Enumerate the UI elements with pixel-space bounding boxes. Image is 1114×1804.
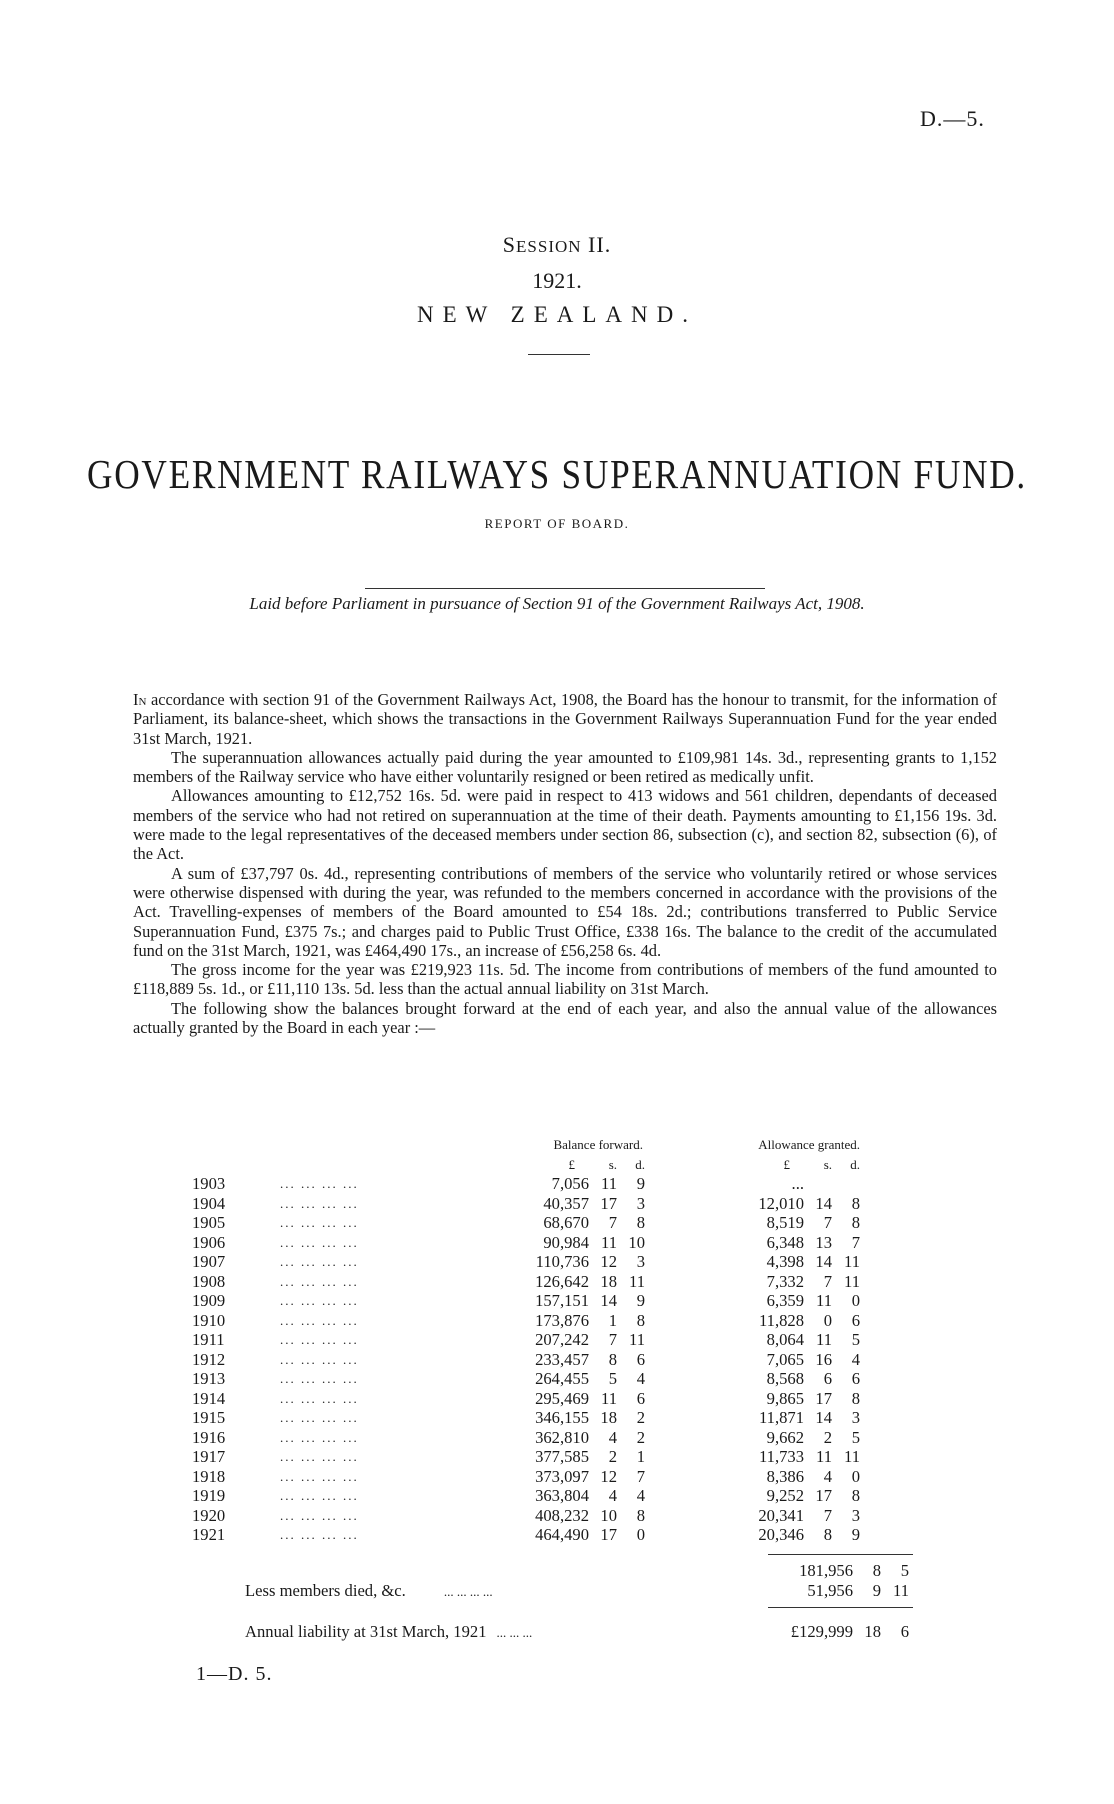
balance-pounds: 373,097: [535, 1466, 589, 1486]
balance-pounds: 377,585: [535, 1447, 589, 1466]
allowance-shillings: 11: [816, 1447, 832, 1466]
less-members-label: [245, 1581, 493, 1601]
leader-dots: ... ... ... ...: [280, 1351, 359, 1367]
leader-dots: ... ... ... ...: [280, 1254, 359, 1269]
balance-pence: 8: [636, 1310, 645, 1330]
less-pence: 11: [893, 1581, 909, 1600]
year-cell: 1921: [192, 1525, 226, 1544]
spacer: [645, 1233, 705, 1253]
allowance-shillings: 17: [815, 1388, 832, 1408]
session-initial: S: [502, 232, 517, 257]
balance-pounds: 363,804: [535, 1486, 589, 1505]
spacer: [645, 1272, 705, 1292]
balance-pounds: 157,151: [535, 1291, 589, 1310]
annual-pounds: £129,999: [790, 1622, 853, 1641]
allowance-shillings: 16: [815, 1349, 832, 1369]
table-row: [192, 1233, 860, 1253]
unit-shillings: s.: [823, 1156, 832, 1172]
allowance-pounds: 8,064: [766, 1330, 804, 1349]
balance-shillings: 1: [608, 1310, 617, 1330]
balance-pounds: 295,469: [535, 1388, 589, 1408]
spacer: [645, 1194, 705, 1214]
allowance-pence: 8: [851, 1213, 860, 1232]
allowance-pence: 11: [844, 1271, 860, 1291]
table-row: [192, 1467, 860, 1487]
allowance-shillings: 14: [815, 1252, 832, 1271]
allowance-pence: [832, 1174, 860, 1194]
balance-shillings: 4: [608, 1486, 617, 1505]
year-cell: 1915: [192, 1408, 226, 1427]
spacer: [645, 1428, 705, 1448]
table-row: [192, 1174, 860, 1194]
balance-shillings: 5: [608, 1369, 617, 1388]
year-cell: 1919: [192, 1486, 226, 1505]
balance-pence: 7: [636, 1466, 645, 1486]
annual-pence: 6: [900, 1622, 909, 1641]
report-body: [133, 690, 997, 1037]
allowance-pounds: 7,065: [766, 1349, 804, 1369]
allowance-shillings: 8: [823, 1525, 832, 1544]
paragraph: Allowances amounting to £12,752 16s. 5d. were paid in respect to 413 widows and 561 children, dependants of deceased members of the service who had not retired on superannuation at the time of their death. Payments amounting to £1,156 19s. 3d. were made to the legal representatives of the deceased members under section 86, subsection (c), and section 82, subsection (6), of the Act.: [133, 786, 997, 864]
page-footer: 1—D. 5.: [196, 1663, 273, 1685]
allowance-shillings: 13: [815, 1232, 832, 1252]
leader-dots: ... ... ... ...: [280, 1195, 359, 1211]
divider-rule: [528, 354, 590, 355]
allowance-pence: 4: [851, 1349, 860, 1369]
allowance-pounds: 9,865: [766, 1388, 804, 1408]
balance-pence: 10: [628, 1232, 645, 1252]
less-members-amount: [768, 1581, 913, 1601]
paragraph: The superannuation allowances actually paid during the year amounted to £109,981 14s. 3d., representing grants to 1,152 members of the Railway service who have either voluntarily resigned or been retired as medically unfit.: [133, 747, 997, 787]
table-row: [192, 1486, 860, 1506]
year-cell: 1912: [192, 1349, 226, 1369]
year-cell: 1917: [192, 1447, 226, 1466]
total-allowances: [768, 1561, 913, 1581]
balance-pounds: 362,810: [535, 1427, 589, 1447]
table-units-row: [192, 1155, 860, 1175]
balance-shillings: 4: [608, 1427, 617, 1447]
session-year: 1921.: [532, 268, 582, 293]
table-row: [192, 1447, 860, 1467]
leader-dots: ... ... ...: [496, 1625, 533, 1640]
table-row: [192, 1194, 860, 1214]
balance-pounds: 207,242: [535, 1330, 589, 1349]
allowance-pence: 11: [844, 1252, 860, 1271]
unit-pounds: £: [568, 1156, 575, 1172]
leader-dots: ... ... ... ...: [280, 1507, 359, 1523]
allowance-pounds: 20,346: [758, 1525, 804, 1544]
balance-shillings: 18: [600, 1408, 617, 1427]
opening-word: In: [133, 690, 147, 709]
allowance-pounds: 20,341: [758, 1505, 804, 1525]
leader-dots: ... ... ... ...: [280, 1176, 359, 1191]
leader-dots: ... ... ... ...: [443, 1584, 493, 1599]
balance-pounds: 68,670: [543, 1213, 589, 1232]
allowance-pence: 0: [851, 1466, 860, 1486]
allowance-pence: 8: [851, 1193, 860, 1213]
leader-dots: ... ... ... ...: [280, 1429, 359, 1445]
unit-pounds: £: [783, 1156, 790, 1172]
allowance-pounds: 12,010: [758, 1193, 804, 1213]
allowance-pounds: 8,386: [766, 1466, 804, 1486]
allowance-pounds: ...: [791, 1174, 804, 1193]
balance-pence: 9: [636, 1174, 645, 1193]
allowance-pounds: 11,871: [758, 1408, 804, 1427]
table-row: [192, 1369, 860, 1389]
allowance-shillings: [804, 1174, 832, 1194]
leader-dots: ... ... ... ...: [280, 1273, 359, 1289]
balance-pence: 8: [636, 1213, 645, 1232]
allowance-shillings: 14: [815, 1408, 832, 1427]
session-word: ESSION: [516, 237, 582, 256]
balance-shillings: 2: [608, 1447, 617, 1466]
paragraph: A sum of £37,797 0s. 4d., representing contributions of members of the service who voluntarily retired or whose services were otherwise dispensed with during the year, was refunded to the members concerned in accordance with the provisions of the Act. Travelling-expenses of members of the Board amounted to £54 18s. 2d.; contributions transferred to Public Service Superannuation Fund, £375 7s.; and charges paid to Public Trust Office, £338 16s. The balance to the credit of the accumulated fund on the 31st March, 1921, was £464,490 17s., an increase of £56,258 6s. 4d.: [133, 863, 997, 960]
allowance-pounds: 11,828: [758, 1310, 804, 1330]
annual-shillings: 18: [864, 1622, 881, 1641]
allowance-shillings: 2: [823, 1427, 832, 1447]
table-header-row: [192, 1135, 860, 1155]
allowance-shillings: 0: [823, 1310, 832, 1330]
leader-dots: ... ... ... ...: [280, 1410, 359, 1425]
laid-before-notice: Laid before Parliament in pursuance of Section 91 of the Government Railways Act, 1908.: [249, 594, 865, 613]
balance-shillings: 11: [601, 1174, 617, 1193]
page-reference: D.—5.: [920, 106, 985, 131]
balance-pounds: 346,155: [535, 1408, 589, 1427]
allowance-pounds: 6,359: [766, 1291, 804, 1310]
unit-shillings: s.: [608, 1156, 617, 1172]
balance-shillings: 18: [600, 1271, 617, 1291]
allowance-pounds: 6,348: [766, 1232, 804, 1252]
total-shillings: 8: [872, 1561, 881, 1580]
allowance-pounds: 7,332: [766, 1271, 804, 1291]
table-row: [192, 1408, 860, 1428]
allowance-shillings: 7: [823, 1213, 832, 1232]
balance-shillings: 11: [601, 1232, 617, 1252]
document-subtitle: REPORT OF BOARD.: [484, 516, 630, 531]
country-heading: NEW ZEALAND.: [416, 302, 698, 327]
balance-shillings: 10: [600, 1505, 617, 1525]
balance-shillings: 7: [608, 1213, 617, 1232]
leader-dots: ... ... ... ...: [280, 1390, 359, 1406]
spacer: [645, 1311, 705, 1331]
balance-pence: 4: [636, 1486, 645, 1505]
spacer: [645, 1213, 705, 1233]
balance-pounds: 233,457: [535, 1349, 589, 1369]
year-cell: 1916: [192, 1427, 226, 1447]
unit-pence: d.: [850, 1156, 860, 1172]
balance-pence: 2: [636, 1408, 645, 1427]
year-cell: 1907: [192, 1252, 226, 1271]
balance-pence: 8: [636, 1505, 645, 1525]
year-cell: 1910: [192, 1310, 226, 1330]
balance-pounds: 7,056: [551, 1174, 589, 1193]
balance-pence: 0: [636, 1525, 645, 1544]
less-shillings: 9: [872, 1581, 881, 1600]
table-row: [192, 1428, 860, 1448]
balance-forward-header: Balance forward.: [553, 1137, 643, 1152]
annual-label-text: Annual liability at 31st March, 1921: [245, 1622, 487, 1641]
balance-pounds: 264,455: [535, 1369, 589, 1388]
balance-pence: 1: [636, 1447, 645, 1466]
spacer: [645, 1447, 705, 1467]
allowance-shillings: 11: [816, 1330, 832, 1349]
sum-rule: [768, 1607, 913, 1608]
allowance-shillings: 7: [823, 1505, 832, 1525]
allowance-pence: 3: [851, 1408, 860, 1427]
year-cell: 1904: [192, 1193, 226, 1213]
allowance-pence: 6: [851, 1310, 860, 1330]
document-title: GOVERNMENT RAILWAYS SUPERANNUATION FUND.: [87, 451, 1027, 497]
spacer: [645, 1506, 705, 1526]
allowance-pence: 6: [851, 1369, 860, 1388]
table-row: [192, 1350, 860, 1370]
balance-pence: 6: [636, 1388, 645, 1408]
paragraph: The following show the balances brought forward at the end of each year, and also the annual value of the allowances actually granted by the Board in each year :—: [133, 998, 997, 1038]
allowance-shillings: 17: [815, 1486, 832, 1505]
allowance-granted-header: Allowance granted.: [758, 1137, 860, 1152]
balance-pence: 4: [636, 1369, 645, 1388]
less-pounds: 51,956: [807, 1581, 853, 1600]
balance-pounds: 408,232: [535, 1505, 589, 1525]
allowance-shillings: 14: [815, 1193, 832, 1213]
balance-shillings: 12: [600, 1466, 617, 1486]
spacer: [645, 1486, 705, 1506]
balance-pence: 3: [636, 1252, 645, 1271]
paragraph: The gross income for the year was £219,923 11s. 5d. The income from contributions of members of the fund amounted to £118,889 5s. 1d., or £11,110 13s. 5d. less than the actual annual liability on 31st March.: [133, 960, 997, 999]
table-row: [192, 1272, 860, 1292]
allowance-pence: 3: [851, 1505, 860, 1525]
session-heading: [0, 232, 1114, 258]
balance-pounds: 40,357: [543, 1193, 589, 1213]
year-cell: 1911: [192, 1330, 225, 1349]
balance-shillings: 14: [600, 1291, 617, 1310]
spacer: [645, 1408, 705, 1428]
year-cell: 1906: [192, 1232, 226, 1252]
allowance-pence: 8: [851, 1388, 860, 1408]
balance-pence: 11: [629, 1330, 645, 1349]
allowance-pounds: 8,519: [766, 1213, 804, 1232]
spacer: [645, 1389, 705, 1409]
leader-dots: ... ... ... ...: [280, 1488, 359, 1503]
balance-pounds: 90,984: [543, 1232, 589, 1252]
leader-dots: ... ... ... ...: [280, 1234, 359, 1250]
year-cell: 1914: [192, 1388, 226, 1408]
year-cell: 1908: [192, 1271, 226, 1291]
spacer: [645, 1174, 705, 1194]
leader-dots: ... ... ... ...: [280, 1293, 359, 1308]
leader-dots: ... ... ... ...: [280, 1527, 359, 1542]
sum-rule: [768, 1554, 913, 1555]
balance-pence: 9: [636, 1291, 645, 1310]
balance-shillings: 7: [608, 1330, 617, 1349]
year-cell: 1913: [192, 1369, 226, 1388]
leader-dots: ... ... ... ...: [280, 1312, 359, 1328]
balance-shillings: 8: [608, 1349, 617, 1369]
spacer: [645, 1291, 705, 1311]
year-cell: 1920: [192, 1505, 226, 1525]
allowance-pence: 5: [851, 1330, 860, 1349]
balance-shillings: 17: [600, 1525, 617, 1544]
total-pence: 5: [900, 1561, 909, 1580]
leader-dots: ... ... ... ...: [280, 1371, 359, 1386]
allowance-pounds: 8,568: [766, 1369, 804, 1388]
paragraph: [133, 690, 997, 748]
balances-table: [192, 1135, 860, 1545]
balance-pounds: 110,736: [535, 1252, 589, 1271]
allowance-pounds: 11,733: [758, 1447, 804, 1466]
table-row: [192, 1330, 860, 1350]
leader-dots: ... ... ... ...: [280, 1468, 359, 1484]
allowance-shillings: 7: [823, 1271, 832, 1291]
spacer: [645, 1525, 705, 1545]
table-row: [192, 1525, 860, 1545]
balance-pounds: 126,642: [535, 1271, 589, 1291]
leader-dots: ... ... ... ...: [280, 1215, 359, 1230]
spacer: [645, 1252, 705, 1272]
leader-dots: ... ... ... ...: [280, 1332, 359, 1347]
balance-shillings: 12: [600, 1252, 617, 1271]
allowance-pence: 7: [851, 1232, 860, 1252]
year-cell: 1909: [192, 1291, 226, 1310]
year-cell: 1918: [192, 1466, 226, 1486]
allowance-shillings: 4: [823, 1466, 832, 1486]
allowance-pounds: 9,662: [766, 1427, 804, 1447]
balance-pence: 6: [636, 1349, 645, 1369]
session-number: II.: [581, 232, 612, 257]
year-cell: 1905: [192, 1213, 226, 1232]
spacer: [645, 1330, 705, 1350]
unit-pence: d.: [635, 1156, 645, 1172]
annual-liability-label: [245, 1622, 532, 1642]
allowance-pence: 9: [851, 1525, 860, 1544]
spacer: [645, 1369, 705, 1389]
allowance-pence: 11: [844, 1447, 860, 1466]
balance-shillings: 17: [600, 1193, 617, 1213]
table-row: [192, 1311, 860, 1331]
allowance-pounds: 4,398: [766, 1252, 804, 1271]
balance-pence: 2: [636, 1427, 645, 1447]
spacer: [645, 1350, 705, 1370]
allowance-pence: 0: [851, 1291, 860, 1310]
balance-pounds: 464,490: [535, 1525, 589, 1544]
table-row: [192, 1389, 860, 1409]
total-pounds: 181,956: [799, 1561, 853, 1580]
balance-pence: 11: [629, 1271, 645, 1291]
balance-shillings: 11: [601, 1388, 617, 1408]
table-row: [192, 1291, 860, 1311]
leader-dots: ... ... ... ...: [280, 1449, 359, 1464]
balance-pounds: 173,876: [535, 1310, 589, 1330]
allowance-shillings: 11: [816, 1291, 832, 1310]
divider-rule: [365, 588, 765, 589]
year-cell: 1903: [192, 1174, 226, 1193]
table-row: [192, 1252, 860, 1272]
balance-pence: 3: [636, 1193, 645, 1213]
spacer: [645, 1467, 705, 1487]
table-row: [192, 1213, 860, 1233]
allowance-shillings: 6: [823, 1369, 832, 1388]
annual-liability-amount: [758, 1622, 913, 1642]
paragraph-text: accordance with section 91 of the Government Railways Act, 1908, the Board has the honour to transmit, for the information of Parliament, its balance-sheet, which shows the transactions in the Government Railways Superannuation Fund for the year ended 31st March, 1921.: [133, 690, 997, 748]
less-label-text: Less members died, &c.: [245, 1581, 406, 1600]
allowance-pence: 5: [851, 1427, 860, 1447]
allowance-pence: 8: [851, 1486, 860, 1505]
allowance-pounds: 9,252: [766, 1486, 804, 1505]
table-row: [192, 1506, 860, 1526]
